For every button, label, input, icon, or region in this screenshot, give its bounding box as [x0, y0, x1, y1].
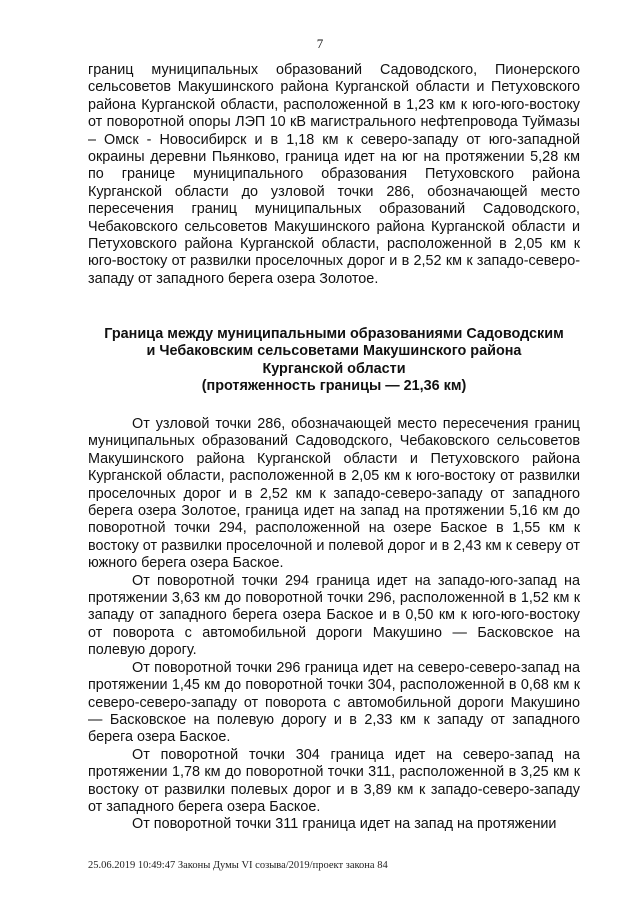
paragraph-2: От поворотной точки 294 граница идет на западо-юго-запад на протяжении 3,63 км до поворотной точки 296, расположенной в 1,52 км к западу от западного берега озера Баское и в 0,50 км к юго-юго-востоку от поворота с автомобильной дороги Макушино — Басковское на полевую дорогу.: [88, 572, 580, 659]
heading-line-3: Курганской области: [262, 360, 406, 377]
paragraph-5: От поворотной точки 311 граница идет на запад на протяжении: [132, 816, 557, 833]
heading-line-1: Граница между муниципальными образованиями Садоводским: [104, 326, 564, 342]
section-body: [88, 416, 580, 834]
paragraph-4: От поворотной точки 304 граница идет на северо-запад на протяжении 1,78 км до поворотной точки 311, расположенной в 3,25 км к востоку от развилки полевых дорог и в 3,89 км к западо-северо-западу от западного берега озера Баское.: [88, 746, 580, 815]
paragraph-3: От поворотной точки 296 граница идет на северо-северо-запад на протяжении 1,45 км до поворотной точки 304, расположенной в 0,68 км к северо-северо-западу от поворота с автомобильной дороги Макушино — Басковское на полевую дорогу и в 2,33 км к западу от западного берега озера Баское.: [88, 659, 580, 746]
heading-line-2: и Чебаковским сельсоветами Макушинского района: [146, 343, 522, 360]
page-number: 7: [316, 36, 324, 51]
paragraph-1: От узловой точки 286, обозначающей место пересечения границ муниципальных образований Садоводского, Чебаковского сельсоветов Макушинского района Курганской области и Петуховского района Курганской области, расположенной в 2,05 км к юго-востоку от развилки проселочных дорог и в 2,52 км к западо-северо-западу от западного берега озера Золотое, граница идет на запад на протяжении 5,16 км до поворотной точки 294, расположенной на озере Баское в 1,55 км к востоку от развилки проселочной и полевой дорог и в 2,43 км к северу от южного берега озера Баское.: [88, 416, 580, 572]
intro-text-block: [88, 62, 580, 288]
document-footer: 25.06.2019 10:49:47 Законы Думы VI созыва/2019/проект закона 84: [88, 860, 388, 871]
intro-paragraph: границ муниципальных образований Садоводского, Пионерского сельсоветов Макушинского района Курганской области и Петуховского района Курганской области, расположенной в 1,23 км к юго-юго-востоку от поворотной опоры ЛЭП 10 кВ магистрального нефтепровода Туймазы – Омск - Новосибирск и в 1,18 км к северо-западу от юго-западной окраины деревни Пьянково, граница идет на юг на протяжении 5,28 км по границе муниципального образования Петуховского района Курганской области до узловой точки 286, обозначающей место пересечения границ муниципальных образований Садоводского, Чебаковского сельсоветов Макушинского района Курганской области и Петуховского района Курганской области, расположенной в 2,05 км к юго-востоку от развилки проселочных дорог и в 2,52 км к западо-северо-западу от западного берега озера Золотое.: [88, 62, 580, 287]
section-heading: [88, 326, 580, 396]
heading-length: (протяженность границы — 21,36 км): [201, 378, 467, 395]
